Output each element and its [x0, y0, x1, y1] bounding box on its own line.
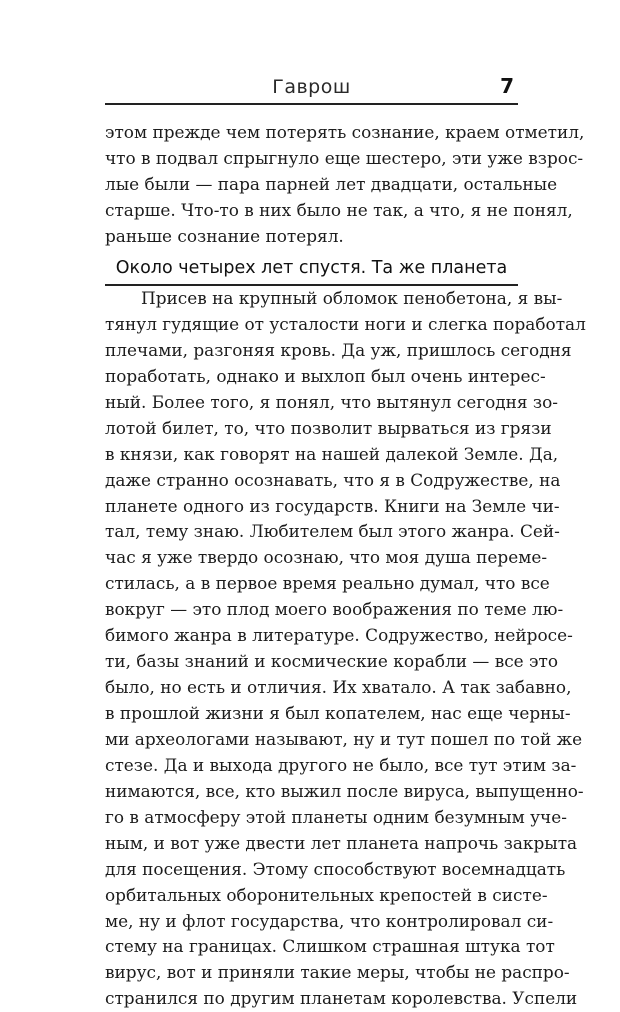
text-line: в прошлой жизни я был копателем, нас еще черны-	[105, 703, 571, 723]
text-line: даже странно осознавать, что я в Содружестве, на	[105, 469, 561, 490]
section-heading: Около четырех лет спустя. Та же планета	[115, 258, 508, 278]
text-line: тянул гудящие от усталости ноги и слегка поработал	[105, 313, 586, 334]
paragraph-main	[105, 286, 586, 1012]
text-line: ным, и вот уже двести лет планета напрочь закрыта	[105, 832, 578, 853]
text-line: поработать, однако и выхлоп был очень интерес-	[105, 365, 546, 386]
text-line: бимого жанра в литературе. Содружество, нейросе-	[105, 625, 573, 646]
text-line: лотой билет, то, что позволит вырваться из грязи	[105, 417, 552, 438]
text-line: в князи, как говорят на нашей далекой Земле. Да,	[105, 443, 559, 464]
text-line: странился по другим планетам королевства. Успели	[105, 988, 578, 1009]
text-line: что в подвал спрыгнуло еще шестеро, эти уже взрос-	[105, 147, 584, 168]
text-line: Присев на крупный обломок пенобетона, я вы-	[141, 288, 563, 308]
text-line: вирус, вот и приняли такие меры, чтобы не распро-	[105, 962, 570, 983]
text-line: орбитальных оборонительных крепостей в систе-	[105, 884, 548, 905]
text-line: ми археологами называют, ну и тут пошел по той же	[105, 728, 583, 749]
text-line: было, но есть и отличия. Их хватало. А так забавно,	[105, 677, 572, 698]
text-line: планете одного из государств. Книги на Земле чи-	[105, 495, 560, 516]
text-line: стезе. Да и выхода другого не было, все тут этим за-	[105, 754, 577, 775]
book-title: Гаврош	[272, 76, 351, 98]
text-line: старше. Что-то в них было не так, а что, я не понял,	[105, 199, 573, 220]
text-line: стилась, а в первое время реально думал, что все	[105, 573, 550, 594]
text-line: ти, базы знаний и космические корабли — все это	[105, 651, 558, 672]
text-line: стему на границах. Слишком страшная штука тот	[105, 936, 555, 957]
text-line: вокруг — это плод моего воображения по теме лю-	[105, 599, 564, 620]
text-line: нимаются, все, кто выжил после вируса, выпущенно-	[105, 780, 584, 801]
text-line: ме, ну и флот государства, что контролировал си-	[105, 910, 554, 931]
text-line: для посещения. Этому способствуют восемнадцать	[105, 858, 566, 879]
paragraph-continued	[105, 120, 585, 250]
header-rule	[105, 103, 518, 105]
text-line: лые были — пара парней лет двадцати, остальные	[105, 173, 558, 194]
running-head	[105, 74, 518, 104]
text-line: го в атмосферу этой планеты одним безумным уче-	[105, 806, 567, 827]
text-line: этом прежде чем потерять сознание, краем отметил,	[105, 122, 585, 142]
text-line: тал, тему знаю. Любителем был этого жанра. Сей-	[105, 521, 560, 542]
page-number: 7	[500, 74, 514, 98]
text-line: плечами, разгоняя кровь. Да уж, пришлось сегодня	[105, 339, 572, 360]
text-line: час я уже твердо осознаю, что моя душа переме-	[105, 547, 548, 568]
text-line: ный. Более того, я понял, что вытянул сегодня зо-	[105, 391, 559, 412]
text-line: раньше сознание потерял.	[105, 225, 344, 246]
